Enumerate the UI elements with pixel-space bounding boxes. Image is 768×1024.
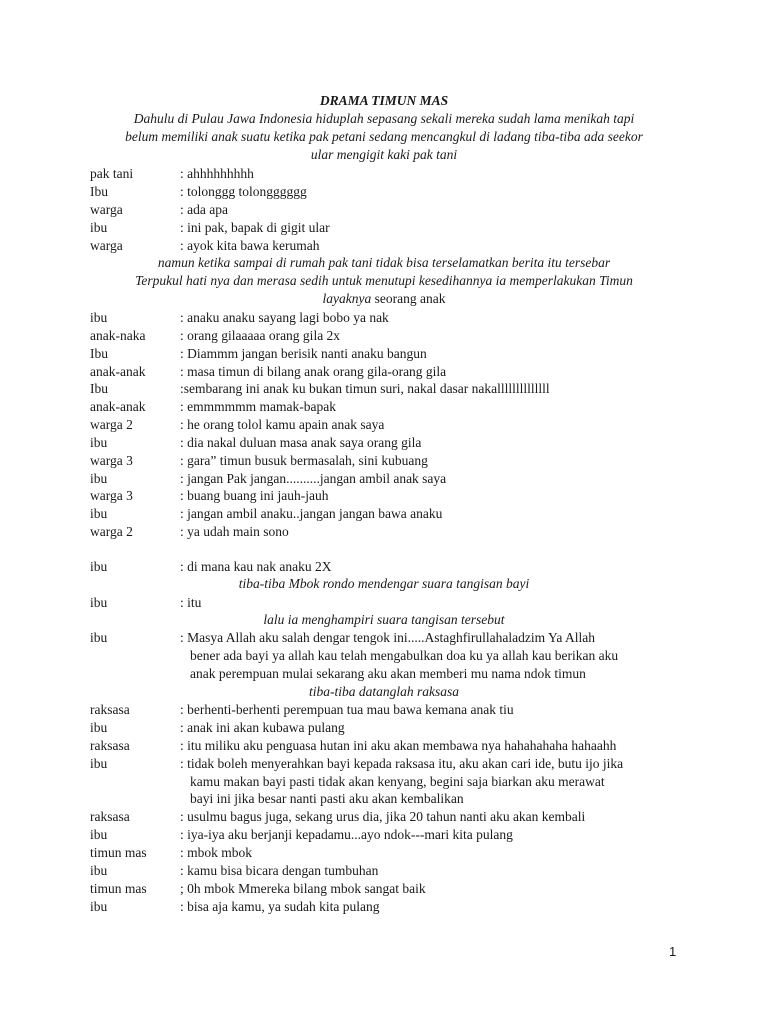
dialog-line [90,719,700,737]
dialog-line [90,219,700,237]
speaker: anak-naka [90,328,146,343]
speaker: Ibu [90,381,108,396]
dialog-line [90,487,700,505]
dialog-line [90,737,700,755]
line-text: : anaku anaku sayang lagi bobo ya nak [180,310,389,325]
line-text: : ada apa [180,202,228,217]
speaker: Ibu [90,346,108,361]
speaker: Ibu [90,184,108,199]
dialog-line [90,880,700,898]
line-text: : itu miliku aku penguasa hutan ini aku akan membawa nya hahahahaha hahaahh [180,738,617,753]
speaker: warga [90,202,123,217]
dialog-line [90,183,700,201]
intro-line: belum memiliki anak suatu ketika pak petani sedang mencangkul di ladang tiba-tiba ada seekor [125,129,643,144]
line-text: : he orang tolol kamu apain anak saya [180,417,385,432]
intro-line: ular mengigit kaki pak tani [310,147,458,162]
dialog-line [90,505,700,523]
dialog-line [90,434,700,452]
line-text: : orang gilaaaaa orang gila 2x [180,328,341,343]
dialog-line [90,237,700,255]
narration [90,290,678,308]
dialog-continuation: kamu makan bayi pasti tidak akan kenyang, begini saja biarkan aku merawat [190,774,605,789]
intro-narration [0,110,768,164]
dialog-line [90,594,700,612]
line-text: : tidak boleh menyerahkan bayi kepada raksasa itu, aku akan cari ide, butu ijo jika [180,756,624,771]
dialog-line [90,363,700,381]
page-number: 1 [669,944,677,959]
line-text: : ahhhhhhhhh [180,166,254,181]
dialog-line [90,345,700,363]
dialog-line [90,327,700,345]
speaker: ibu [90,220,108,235]
dialog-line [90,701,700,719]
narration-plain: seorang anak [371,291,446,306]
narration: lalu ia menghampiri suara tangisan tersebut [263,612,505,627]
speaker: anak-anak [90,399,146,414]
speaker: ibu [90,435,108,450]
speaker: ibu [90,899,108,914]
line-text: : ya udah main sono [180,524,289,539]
narration-italic: layaknya [322,291,372,306]
line-text: : usulmu bagus juga, sekang urus dia, jika 20 tahun nanti aku akan kembali [180,809,586,824]
line-text: :sembarang ini anak ku bukan timun suri, nakal dasar nakallllllllllllll [180,381,550,396]
dialog-continuation: bener ada bayi ya allah kau telah mengabulkan doa ku ya allah kau berikan aku [190,648,619,663]
line-text: : di mana kau nak anaku 2X [180,559,332,574]
speaker: ibu [90,756,108,771]
speaker: ibu [90,310,108,325]
speaker: ibu [90,595,108,610]
speaker: ibu [90,506,108,521]
dialog-line [90,416,700,434]
speaker: anak-anak [90,364,146,379]
line-text: : Masya Allah aku salah dengar tengok ini.....Astaghfirullahaladzim Ya Allah [180,630,596,645]
dialog-line [90,898,700,916]
speaker: warga 3 [90,488,133,503]
dialog-line [90,808,700,826]
dialog-line [90,523,700,541]
dialog-continuation: anak perempuan mulai sekarang aku akan memberi mu nama ndok timun [190,666,586,681]
line-text: : ayok kita bawa kerumah [180,238,320,253]
line-text: ; 0h mbok Mmereka bilang mbok sangat baik [180,881,426,896]
speaker: pak tani [90,166,134,181]
line-text: : emmmmmm mamak-bapak [180,399,336,414]
speaker: ibu [90,471,108,486]
dialog-line [90,398,700,416]
narration: tiba-tiba Mbok rondo mendengar suara tangisan bayi [238,576,530,591]
dialog-line [90,755,700,773]
dialog-line [90,862,700,880]
dialog-line [90,309,700,327]
line-text: : dia nakal duluan masa anak saya orang gila [180,435,422,450]
speaker: ibu [90,720,108,735]
dialog-line [90,380,700,398]
speaker: warga [90,238,123,253]
line-text: : tolonggg tolongggggg [180,184,307,199]
line-text: : iya-iya aku berjanji kepadamu...ayo ndok---mari kita pulang [180,827,513,842]
speaker: ibu [90,827,108,842]
speaker: ibu [90,630,108,645]
dialog-continuation: bayi ini jika besar nanti pasti aku akan kembalikan [190,791,464,806]
speaker: timun mas [90,881,147,896]
dialog-line [90,826,700,844]
dialog-line [90,844,700,862]
speaker: warga 2 [90,524,133,539]
dialog-line [90,201,700,219]
document-title: DRAMA TIMUN MAS [319,93,449,108]
dialog-line [90,558,700,576]
line-text: : gara” timun busuk bermasalah, sini kubuang [180,453,428,468]
speaker: ibu [90,559,108,574]
speaker: timun mas [90,845,147,860]
dialog-line [90,165,700,183]
line-text: : itu [180,595,202,610]
line-text: : mbok mbok [180,845,253,860]
speaker: warga 2 [90,417,133,432]
narration: tiba-tiba datanglah raksasa [308,684,459,699]
line-text: : ini pak, bapak di gigit ular [180,220,330,235]
intro-line: Dahulu di Pulau Jawa Indonesia hiduplah sepasang sekali mereka sudah lama menikah tapi [133,111,635,126]
speaker: raksasa [90,738,130,753]
line-text: : jangan Pak jangan..........jangan ambil anak saya [180,471,447,486]
line-text: : anak ini akan kubawa pulang [180,720,345,735]
dialog-line [90,629,700,647]
speaker: raksasa [90,809,130,824]
line-text: : jangan ambil anaku..jangan jangan bawa anaku [180,506,443,521]
dialog-line [90,452,700,470]
line-text: : kamu bisa bicara dengan tumbuhan [180,863,379,878]
line-text: : buang buang ini jauh-jauh [180,488,329,503]
line-text: : bisa aja kamu, ya sudah kita pulang [180,899,380,914]
narration: Terpukul hati nya dan merasa sedih untuk menutupi kesedihannya ia memperlakukan Timun [135,273,633,288]
line-text: : Diammm jangan berisik nanti anaku bangun [180,346,427,361]
speaker: warga 3 [90,453,133,468]
speaker: ibu [90,863,108,878]
line-text: : berhenti-berhenti perempuan tua mau bawa kemana anak tiu [180,702,514,717]
dialog-line [90,470,700,488]
narration: namun ketika sampai di rumah pak tani tidak bisa terselamatkan berita itu tersebar [157,255,611,270]
speaker: raksasa [90,702,130,717]
line-text: : masa timun di bilang anak orang gila-orang gila [180,364,447,379]
